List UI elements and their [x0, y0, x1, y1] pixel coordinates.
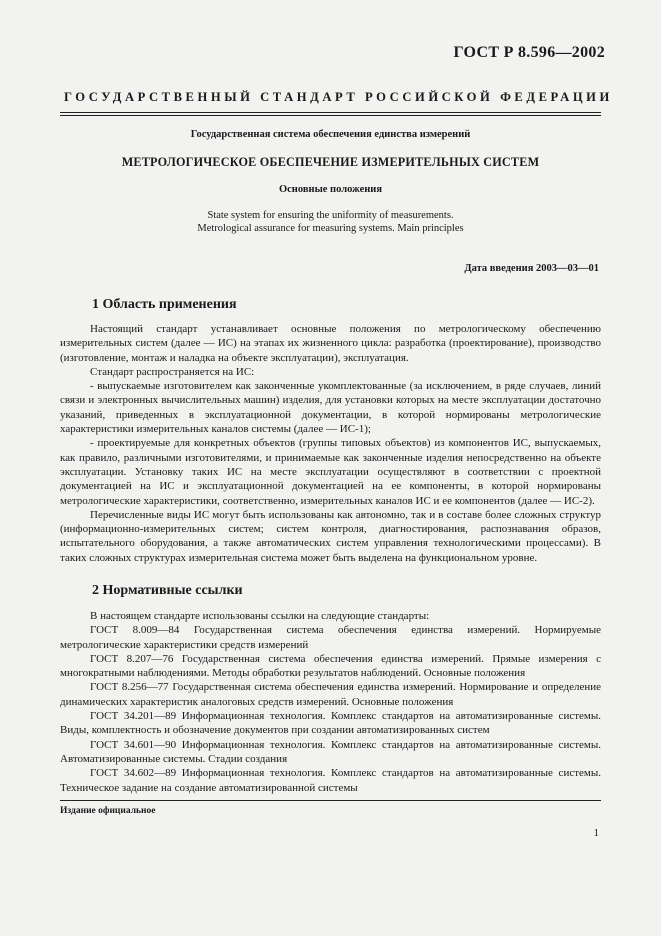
paragraph: Перечисленные виды ИС могут быть использованы как автономно, так и в составе более сложных структур (информационно-измерительных систем; систем контроля, диагностирования, распознавания образов, испытательного оборудования, а также автоматических систем управления технологическими процессами). В таких сложных структурах измерительная система может быть выделена на функциональном уровне. — [60, 508, 601, 564]
standard-code: ГОСТ Р 8.596—2002 — [453, 44, 605, 61]
reference-item: ГОСТ 34.201—89 Информационная технология. Комплекс стандартов на автоматизированные системы. Виды, комплектность и обозначение документов при создании автоматизированных систем — [60, 710, 601, 737]
reference-item: ГОСТ 8.009—84 Государственная система обеспечения единства измерений. Нормируемые метрологические характеристики средств измерений — [60, 624, 601, 651]
reference-item: ГОСТ 34.602—89 Информационная технология. Комплекс стандартов на автоматизированные системы. Техническое задание на создание автоматизированной системы — [60, 767, 601, 794]
title-divider — [60, 112, 601, 113]
system-title: Государственная система обеспечения единства измерений — [190, 129, 471, 140]
reference-item: ГОСТ 8.207—76 Государственная система обеспечения единства измерений. Прямые измерения с многократными наблюдениями. Методы обработки результатов наблюдений. Основные положения — [60, 652, 601, 680]
section-heading-scope: 1 Область применения — [92, 297, 237, 312]
paragraph: Настоящий стандарт устанавливает основные положения по метрологическому обеспечению измерительных систем (далее — ИС) на этапах их жизненного цикла: разработка (проектирование), производство (изготовление, монтаж и наладка на объекте эксплуатации), эксплуатация. — [60, 323, 601, 364]
official-edition-label: Издание официальное — [60, 806, 156, 816]
main-title: МЕТРОЛОГИЧЕСКОЕ ОБЕСПЕЧЕНИЕ ИЗМЕРИТЕЛЬНЫХ СИСТЕМ — [121, 155, 540, 169]
paragraph: В настоящем стандарте использованы ссылки на следующие стандарты: — [90, 610, 430, 622]
page-number: 1 — [593, 827, 599, 839]
paragraph: Стандарт распространяется на ИС: — [90, 365, 255, 378]
subtitle: Основные положения — [278, 184, 383, 195]
title-divider — [60, 115, 601, 116]
reference-item: ГОСТ 8.256—77 Государственная система обеспечения единства измерений. Нормирование и определение динамических характеристик аналоговых средств измерений. Основные положения — [60, 681, 601, 708]
english-title-line: Metrological assurance for measuring systems. Main principles — [197, 223, 464, 234]
section-body-references — [60, 609, 601, 795]
paragraph: - проектируемые для конкретных объектов (группы типовых объектов) из компонентов ИС, выпускаемых, как правило, различными изготовителями, и принимаемые как законченные изделия непосредственно на объекте эксплуатации. Установку таких ИС на месте эксплуатации осуществляют в соответствии с проектной документацией на ИС и эксплуатационной документацией на ее компоненты, в которой нормированы метрологические характеристики, соответственно, измерительных каналов ИС и ее компонентов (далее — ИС-2). — [60, 437, 601, 507]
paragraph: - выпускаемые изготовителем как законченные укомплектованные (за исключением, в ряде случаев, линий связи и электронных вычислительных машин) изделия, для установки которых на месте эксплуатации достаточно указаний, приведенных в эксплуатационной документации, в которой нормированы метрологические характеристики измерительных каналов системы (далее — ИС-1); — [60, 380, 601, 436]
introduction-date: Дата введения 2003—03—01 — [464, 263, 599, 274]
english-title — [60, 209, 601, 235]
section-body-scope — [60, 322, 601, 565]
footer-divider — [60, 800, 601, 801]
state-standard-title: ГОСУДАРСТВЕННЫЙ СТАНДАРТ РОССИЙСКОЙ ФЕДЕРАЦИИ — [64, 90, 613, 104]
reference-item: ГОСТ 34.601—90 Информационная технология. Комплекс стандартов на автоматизированные системы. Автоматизированные системы. Стадии создания — [60, 738, 601, 765]
section-heading-references: 2 Нормативные ссылки — [92, 583, 243, 598]
english-title-line: State system for ensuring the uniformity of measurements. — [207, 210, 454, 221]
